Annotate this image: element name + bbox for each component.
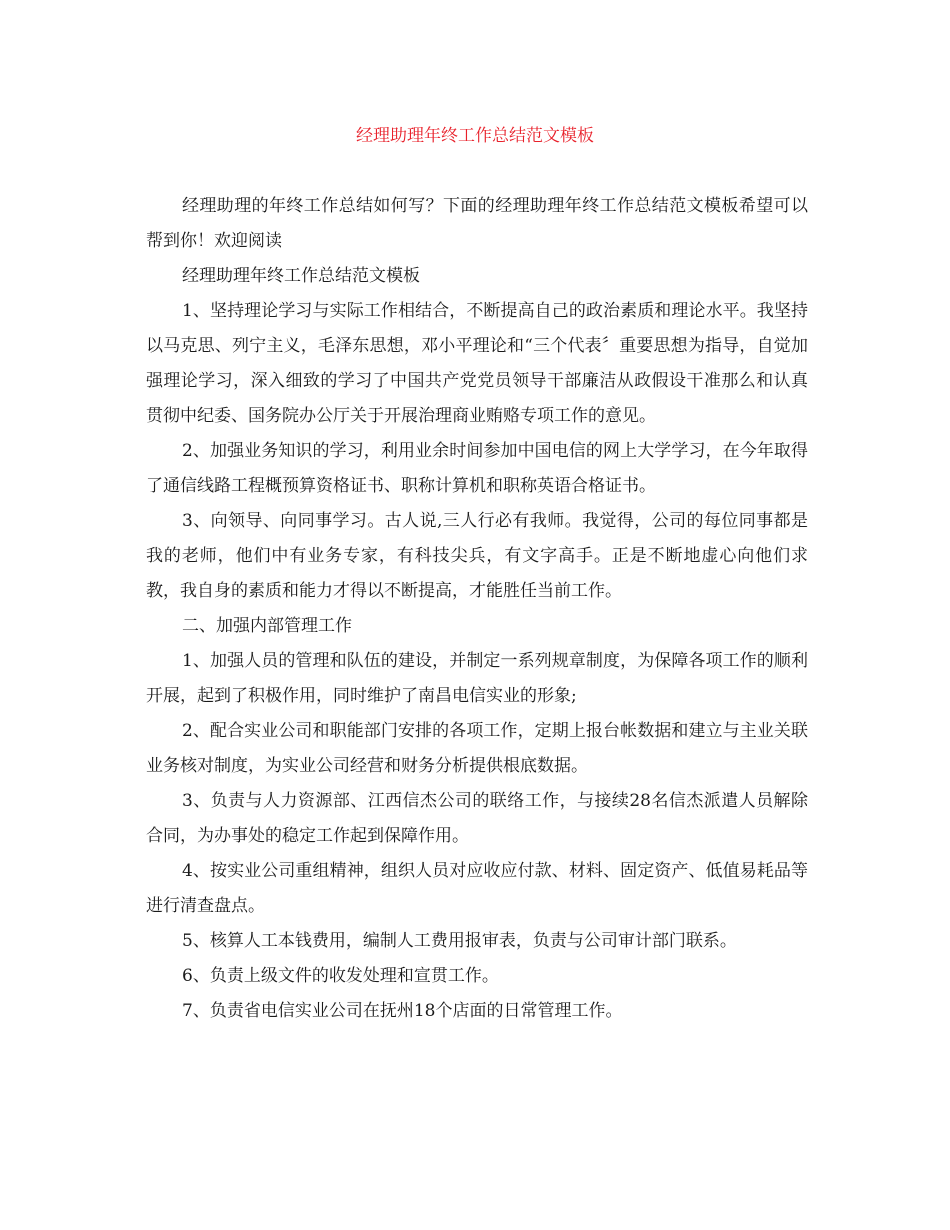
paragraph-section2-item-5: 5、核算人工本钱费用，编制人工费用报审表，负责与公司审计部门联系。 xyxy=(182,931,737,951)
paragraph-item-1: 1、坚持理论学习与实际工作相结合，不断提高自己的政治素质和理论水平。我坚持以马克思、列宁主义，毛泽东思想，邓小平理论和“三个代表〞重要思想为指导，自觉加强理论学习，深入细致的学习了中国共产党党员领导干部廉洁从政假设干准那么和认真贯彻中纪委、国务院办公厅关于开展治理商业贿赂专项工作的意见。 xyxy=(146,301,808,426)
paragraph-section2-item-4: 4、按实业公司重组精神，组织人员对应收应付款、材料、固定资产、低值易耗品等进行清查盘点。 xyxy=(146,861,808,916)
paragraph-section2-item-7: 7、负责省电信实业公司在抚州18个店面的日常管理工作。 xyxy=(182,1001,623,1021)
paragraph-section2-item-6: 6、负责上级文件的收发处理和宣贯工作。 xyxy=(182,966,499,986)
document-title: 经理助理年终工作总结范文模板 xyxy=(356,126,594,146)
document-body xyxy=(146,189,808,1029)
paragraph-section2-item-1: 1、加强人员的管理和队伍的建设，并制定一系列规章制度，为保障各项工作的顺利开展，起到了积极作用，同时维护了南昌电信实业的形象; xyxy=(146,651,808,706)
intro-paragraph: 经理助理的年终工作总结如何写？下面的经理助理年终工作总结范文模板希望可以帮到你！欢迎阅读 xyxy=(146,196,808,251)
paragraph-item-3: 3、向领导、向同事学习。古人说,三人行必有我师。我觉得，公司的每位同事都是我的老师，他们中有业务专家，有科技尖兵，有文字高手。正是不断地虚心向他们求教，我自身的素质和能力才得以不断提高，才能胜任当前工作。 xyxy=(146,511,808,601)
paragraph-item-2: 2、加强业务知识的学习，利用业余时间参加中国电信的网上大学学习，在今年取得了通信线路工程概预算资格证书、职称计算机和职称英语合格证书。 xyxy=(146,441,808,496)
subtitle-paragraph: 经理助理年终工作总结范文模板 xyxy=(182,266,420,286)
paragraph-section2-item-3: 3、负责与人力资源部、江西信杰公司的联络工作，与接续28名信杰派遣人员解除合同，为办事处的稳定工作起到保障作用。 xyxy=(146,791,808,846)
section-heading: 二、加强内部管理工作 xyxy=(182,616,352,636)
paragraph-section2-item-2: 2、配合实业公司和职能部门安排的各项工作，定期上报台帐数据和建立与主业关联业务核对制度，为实业公司经营和财务分析提供根底数据。 xyxy=(146,721,808,776)
